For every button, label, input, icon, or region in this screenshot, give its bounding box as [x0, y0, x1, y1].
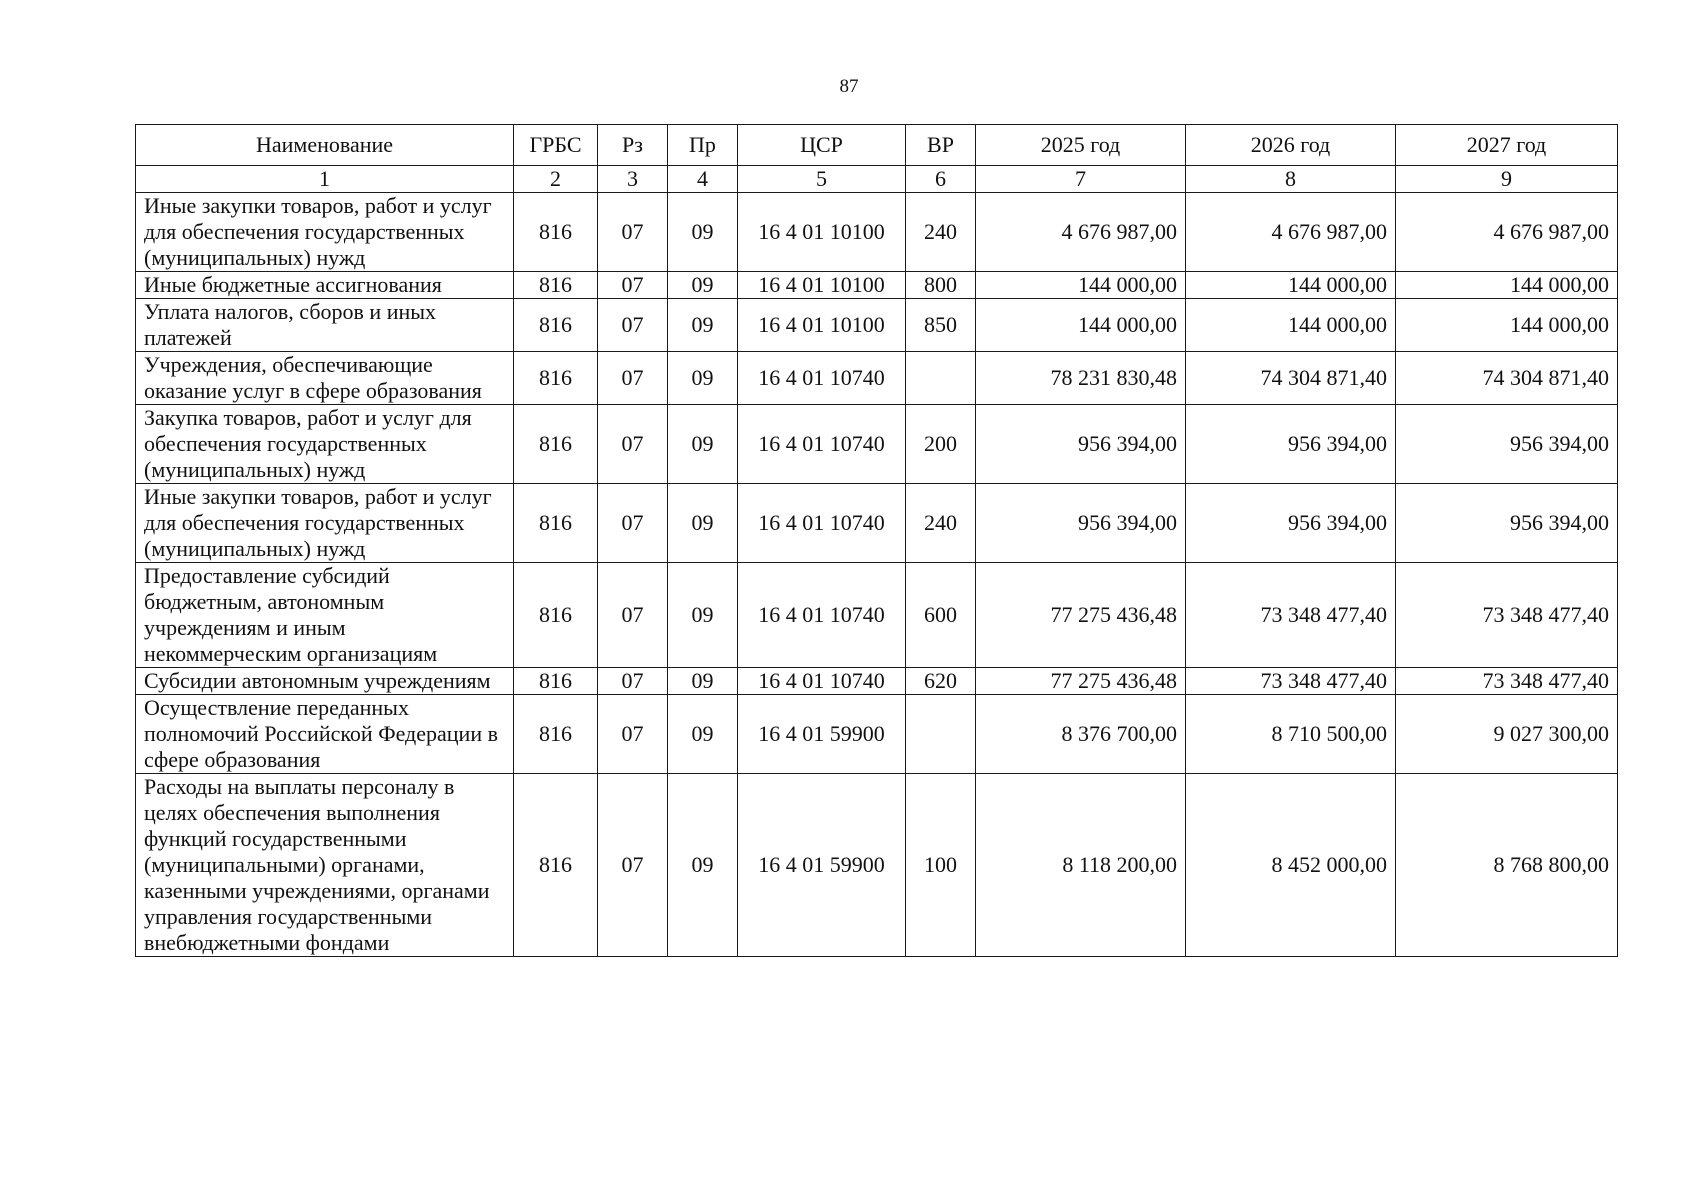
row-name-cell: Иные закупки товаров, работ и услуг для обеспечения государственных (муниципальных) нужд: [136, 484, 514, 563]
amount-2027-cell: 4 676 987,00: [1396, 193, 1618, 272]
vr-cell: [906, 695, 976, 774]
rz-cell: 07: [598, 668, 668, 695]
pr-cell: 09: [668, 484, 738, 563]
csr-cell: 16 4 01 59900: [738, 695, 906, 774]
header-grbs: ГРБС: [514, 125, 598, 166]
amount-2027-cell: 74 304 871,40: [1396, 352, 1618, 405]
row-name-cell: Закупка товаров, работ и услуг для обеспечения государственных (муниципальных) нужд: [136, 405, 514, 484]
header-csr: ЦСР: [738, 125, 906, 166]
csr-cell: 16 4 01 10740: [738, 484, 906, 563]
column-number: 1: [136, 166, 514, 193]
column-number: 8: [1186, 166, 1396, 193]
table-row: [136, 695, 1618, 774]
table-row: [136, 193, 1618, 272]
column-number: 6: [906, 166, 976, 193]
column-number-row: [136, 166, 1618, 193]
table-row: [136, 272, 1618, 299]
rz-cell: 07: [598, 484, 668, 563]
amount-2026-cell: 4 676 987,00: [1186, 193, 1396, 272]
vr-cell: [906, 352, 976, 405]
vr-cell: 240: [906, 193, 976, 272]
csr-cell: 16 4 01 10100: [738, 299, 906, 352]
rz-cell: 07: [598, 774, 668, 957]
csr-cell: 16 4 01 10740: [738, 668, 906, 695]
row-name-cell: Осуществление переданных полномочий Российской Федерации в сфере образования: [136, 695, 514, 774]
amount-2025-cell: 144 000,00: [976, 272, 1186, 299]
row-name-cell: Субсидии автономным учреждениям: [136, 668, 514, 695]
amount-2026-cell: 956 394,00: [1186, 484, 1396, 563]
amount-2027-cell: 9 027 300,00: [1396, 695, 1618, 774]
table-row: [136, 563, 1618, 668]
csr-cell: 16 4 01 10740: [738, 352, 906, 405]
rz-cell: 07: [598, 405, 668, 484]
budget-table: [135, 124, 1618, 957]
csr-cell: 16 4 01 59900: [738, 774, 906, 957]
row-name-cell: Иные закупки товаров, работ и услуг для обеспечения государственных (муниципальных) нужд: [136, 193, 514, 272]
rz-cell: 07: [598, 563, 668, 668]
pr-cell: 09: [668, 695, 738, 774]
pr-cell: 09: [668, 668, 738, 695]
row-name-cell: Иные бюджетные ассигнования: [136, 272, 514, 299]
pr-cell: 09: [668, 272, 738, 299]
pr-cell: 09: [668, 405, 738, 484]
vr-cell: 240: [906, 484, 976, 563]
amount-2027-cell: 956 394,00: [1396, 484, 1618, 563]
table-row: [136, 299, 1618, 352]
table-row: [136, 774, 1618, 957]
amount-2027-cell: 73 348 477,40: [1396, 563, 1618, 668]
csr-cell: 16 4 01 10740: [738, 563, 906, 668]
pr-cell: 09: [668, 774, 738, 957]
header-rz: Рз: [598, 125, 668, 166]
amount-2027-cell: 956 394,00: [1396, 405, 1618, 484]
csr-cell: 16 4 01 10740: [738, 405, 906, 484]
amount-2026-cell: 956 394,00: [1186, 405, 1396, 484]
amount-2025-cell: 77 275 436,48: [976, 563, 1186, 668]
rz-cell: 07: [598, 352, 668, 405]
grbs-cell: 816: [514, 668, 598, 695]
amount-2027-cell: 144 000,00: [1396, 299, 1618, 352]
column-number: 2: [514, 166, 598, 193]
amount-2025-cell: 956 394,00: [976, 405, 1186, 484]
table-row: [136, 352, 1618, 405]
vr-cell: 100: [906, 774, 976, 957]
amount-2026-cell: 144 000,00: [1186, 299, 1396, 352]
grbs-cell: 816: [514, 272, 598, 299]
pr-cell: 09: [668, 352, 738, 405]
column-number: 4: [668, 166, 738, 193]
column-number: 9: [1396, 166, 1618, 193]
amount-2026-cell: 8 710 500,00: [1186, 695, 1396, 774]
vr-cell: 600: [906, 563, 976, 668]
rz-cell: 07: [598, 695, 668, 774]
table-row: [136, 484, 1618, 563]
amount-2025-cell: 8 376 700,00: [976, 695, 1186, 774]
csr-cell: 16 4 01 10100: [738, 272, 906, 299]
row-name-cell: Уплата налогов, сборов и иных платежей: [136, 299, 514, 352]
rz-cell: 07: [598, 272, 668, 299]
vr-cell: 850: [906, 299, 976, 352]
grbs-cell: 816: [514, 695, 598, 774]
header-vr: ВР: [906, 125, 976, 166]
amount-2026-cell: 73 348 477,40: [1186, 563, 1396, 668]
table-header-row: [136, 125, 1618, 166]
amount-2026-cell: 144 000,00: [1186, 272, 1396, 299]
amount-2027-cell: 8 768 800,00: [1396, 774, 1618, 957]
column-number: 7: [976, 166, 1186, 193]
pr-cell: 09: [668, 299, 738, 352]
table-row: [136, 668, 1618, 695]
pr-cell: 09: [668, 563, 738, 668]
rz-cell: 07: [598, 299, 668, 352]
header-2025: 2025 год: [976, 125, 1186, 166]
grbs-cell: 816: [514, 774, 598, 957]
header-pr: Пр: [668, 125, 738, 166]
amount-2026-cell: 73 348 477,40: [1186, 668, 1396, 695]
vr-cell: 800: [906, 272, 976, 299]
row-name-cell: Расходы на выплаты персоналу в целях обеспечения выполнения функций государственными (муниципальными) органами, казенными учреждениями, органами управления государственными внебюджетными фондами: [136, 774, 514, 957]
amount-2025-cell: 4 676 987,00: [976, 193, 1186, 272]
amount-2027-cell: 144 000,00: [1396, 272, 1618, 299]
row-name-cell: Предоставление субсидий бюджетным, автономным учреждениям и иным некоммерческим организациям: [136, 563, 514, 668]
csr-cell: 16 4 01 10100: [738, 193, 906, 272]
rz-cell: 07: [598, 193, 668, 272]
amount-2025-cell: 78 231 830,48: [976, 352, 1186, 405]
grbs-cell: 816: [514, 299, 598, 352]
row-name-cell: Учреждения, обеспечивающие оказание услуг в сфере образования: [136, 352, 514, 405]
grbs-cell: 816: [514, 193, 598, 272]
grbs-cell: 816: [514, 563, 598, 668]
table-row: [136, 405, 1618, 484]
amount-2025-cell: 8 118 200,00: [976, 774, 1186, 957]
header-name: Наименование: [136, 125, 514, 166]
grbs-cell: 816: [514, 405, 598, 484]
amount-2025-cell: 77 275 436,48: [976, 668, 1186, 695]
vr-cell: 620: [906, 668, 976, 695]
header-2026: 2026 год: [1186, 125, 1396, 166]
page-number: 87: [839, 76, 859, 97]
pr-cell: 09: [668, 193, 738, 272]
vr-cell: 200: [906, 405, 976, 484]
column-number: 5: [738, 166, 906, 193]
amount-2025-cell: 144 000,00: [976, 299, 1186, 352]
amount-2026-cell: 8 452 000,00: [1186, 774, 1396, 957]
grbs-cell: 816: [514, 352, 598, 405]
amount-2025-cell: 956 394,00: [976, 484, 1186, 563]
column-number: 3: [598, 166, 668, 193]
amount-2027-cell: 73 348 477,40: [1396, 668, 1618, 695]
grbs-cell: 816: [514, 484, 598, 563]
header-2027: 2027 год: [1396, 125, 1618, 166]
amount-2026-cell: 74 304 871,40: [1186, 352, 1396, 405]
